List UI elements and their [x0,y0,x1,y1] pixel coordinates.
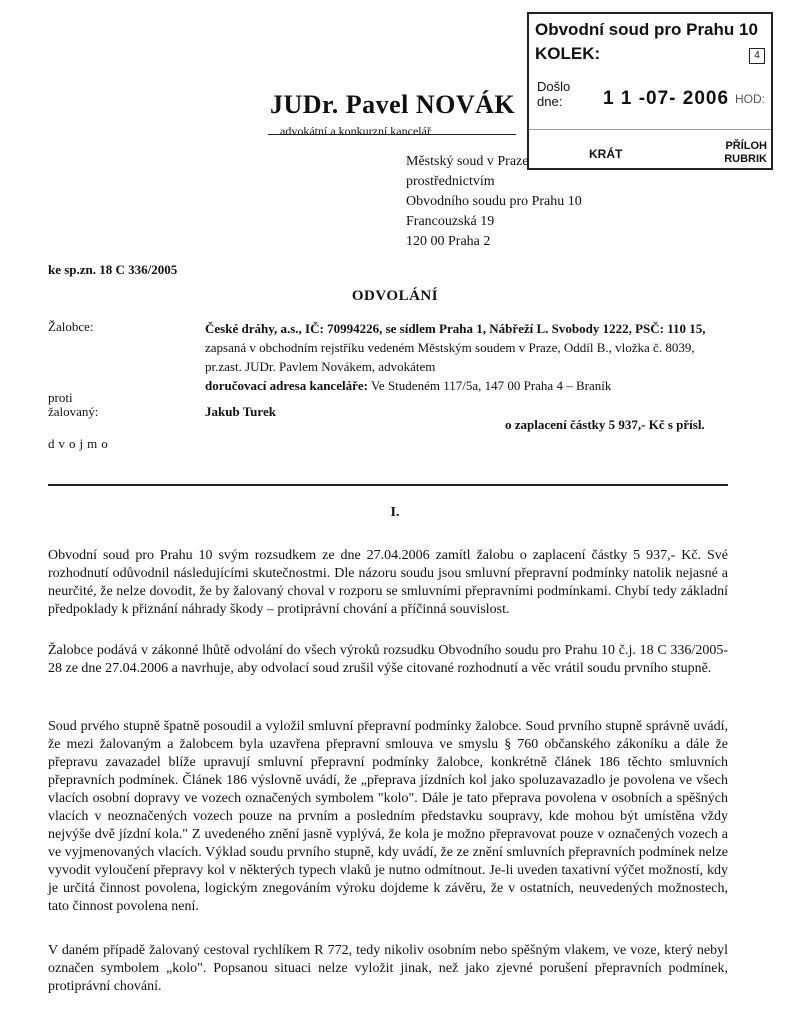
section-number: I. [390,505,400,520]
section-divider [48,484,728,486]
stamp-divider [529,129,771,130]
stamp-kolek-label: KOLEK: [535,44,601,63]
plaintiff-label: Žalobce: [48,319,94,334]
stamp-court-name: Obvodní soud pro Prahu 10 [535,20,758,39]
letterhead-name: JUDr. Pavel NOVÁK [270,90,516,119]
registry-stamp [527,12,773,170]
stamp-box-number: 4 [749,48,765,64]
stamp-received-label: Došlo dne: [537,79,571,109]
address-line: Francouzská 19 [406,214,495,229]
stamp-received-date: 1 1 -07- 2006 [603,88,730,109]
plaintiff-details [205,319,735,395]
address-line: 120 00 Praha 2 [406,234,491,249]
copies-note: dvojmo [48,436,112,451]
body-paragraph: V daném případě žalovaný cestoval rychlíkem R 772, tedy nikoliv osobním nebo spěšným vlakem, ve voze, který nebyl označen symbolem „kolo". Popsanou situaci nelze vyložit jinak, než jako zjevné porušení přepravních podmínek, protiprávní chování. [48,943,728,994]
body-paragraph: Žalobce podává v zákonné lhůtě odvolání do všech výroků rozsudku Obvodního soudu pro Prahu 10 č.j. 18 C 336/2005-28 ze dne 27.04.2006 a navrhuje, aby odvolací soud zrušil výše citované rozhodnutí a věc vrátil soudu prvního stupně. [48,643,728,676]
claim-subject: o zaplacení částky 5 937,- Kč s přísl. [505,417,705,432]
address-line: Obvodního soudu pro Prahu 10 [406,194,582,209]
delivery-address-value: Ve Studeném 117/5a, 147 00 Praha 4 – Braník [367,378,612,393]
plaintiff-line-3: pr.zast. JUDr. Pavlem Novákem, advokátem [205,359,436,374]
delivery-address-label: doručovací adresa kanceláře: [205,378,368,393]
address-line: prostřednictvím [406,174,495,189]
plaintiff-line-1: České dráhy, a.s., IČ: 70994226, se sídlem Praha 1, Nábřeží L. Svobody 1222, PSČ: 110 15, [205,321,706,336]
plaintiff-line-4 [205,376,735,395]
recipient-address [406,152,582,252]
stamp-times-label: KRÁT [589,147,623,161]
stamp-priloh-text: PŘÍLOH [725,140,767,152]
document-title: ODVOLÁNÍ [351,288,439,304]
stamp-rubrik-text: RUBRIK [724,153,767,165]
stamp-attachments-label [724,140,767,166]
body-paragraph: Soud prvého stupně špatně posoudil a vyložil smluvní přepravní podmínky žalobce. Soud prvního stupně správně uvádí, že mezi žalovaným a žalobcem byla uzavřena přepravní smlouva ve smyslu § 760 občanského zákoníku a dále že přepravu zavazadel blíže upravují smluvní přepravní podmínky žalobce, konkrétně článek 186 těchto smluvních přepravních podmínek. Článek 186 výslovně uvádí, že „přeprava jízdních kol jako spoluzavazadlo je povolena ve všech vlacích osobní dopravy ve vozech označených symbolem "kolo". Dále je tato přeprava povolena v osobních a spěšných vlacích v neoznačených vozech pouze na prvním a posledním představku soupravy, kde mohou být umístěna vždy nejvýše dvě jízdní kola." Z uvedeného znění jasně vyplývá, že kola je možno přepravovat pouze v označených vozech a ve vyjmenovaných vlacích. Výklad soudu prvního stupně, kdy uvádí, že ze znění smluvních přepravních podmínek nelze vyvodit vyloučení přepravy kol v některých typech vlaků je nutno odmítnout. Je-li uveden taxativní výčet možností, kdy je určitá činnost povolena, logickým znegováním výroku dojdeme k závěru, že v ostatních, neuvedených možnostech, tato činnost povolena není. [48,719,728,914]
case-reference: ke sp.zn. 18 C 336/2005 [48,262,178,277]
address-line: Městský soud v Praze [406,154,529,169]
defendant-name: Jakub Turek [205,404,276,419]
plaintiff-line-2: zapsaná v obchodním rejstříku vedeném Městským soudem v Praze, Oddíl B., vložka č. 8039, [205,340,695,355]
stamp-hour-label: HOD: [735,92,765,106]
defendant-label: žalovaný: [48,404,99,419]
letterhead-subtitle: advokátní a konkurzní kancelář [280,124,431,138]
proti-label: proti [48,390,73,405]
body-paragraph: Obvodní soud pro Prahu 10 svým rozsudkem ze dne 27.04.2006 zamítl žalobu o zaplacení částky 5 937,- Kč. Své rozhodnutí odůvodnil následujícími skutečnostmi. Dle názoru soudu jsou smluvní přepravní podmínky natolik nejasné a neurčité, že nelze dovodit, že by žalovaný choval v rozporu se smluvními přepravními podmínkami. Chybí tedy základní předpoklady k přiznání náhrady škody – protiprávní chování a příčinná souvislost. [48,548,728,617]
